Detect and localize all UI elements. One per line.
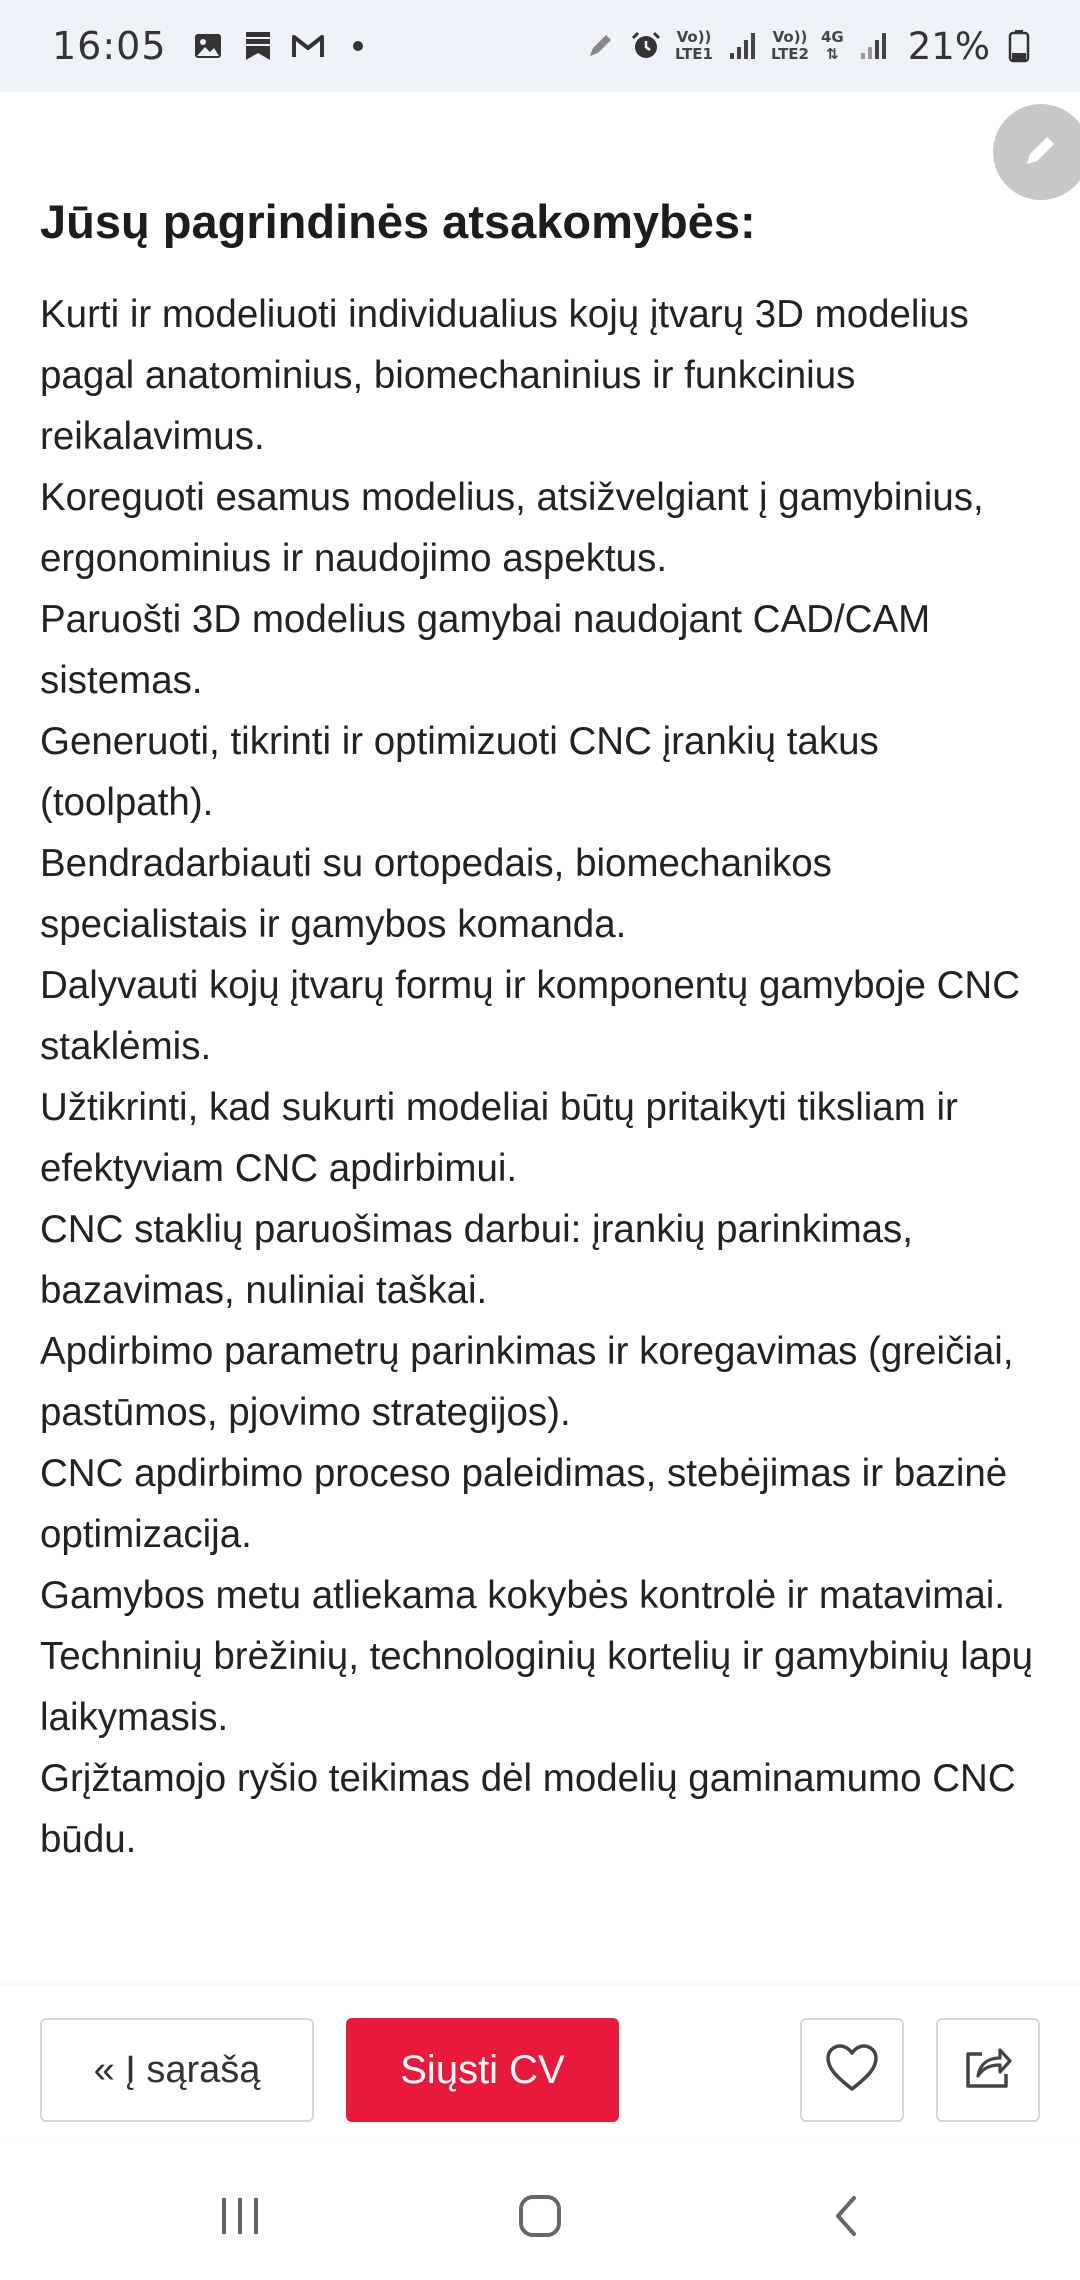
sim1-lte: LTE1 [675, 45, 713, 63]
chevron-left-icon [830, 2194, 860, 2243]
list-item: Techninių brėžinių, technologinių kortelių ir gamybinių lapų laikymasis. [40, 1635, 1034, 1739]
signal-icon [856, 29, 890, 63]
alarm-icon [629, 29, 663, 63]
home-icon [517, 2193, 563, 2244]
list-item: Apdirbimo parametrų parinkimas ir koregavimas (greičiai, pastūmos, pjovimo strategijos). [40, 1330, 1014, 1434]
list-item: Užtikrinti, kad sukurti modeliai būtų pritaikyti tiksliam ir efektyviam CNC apdirbimui. [40, 1086, 958, 1190]
sim1-volte: Vo)) [676, 28, 712, 46]
back-button[interactable] [805, 2178, 885, 2258]
image-icon [191, 29, 225, 63]
sim2-lte: LTE2 [771, 45, 809, 63]
signal-icon [725, 29, 759, 63]
favorite-button[interactable] [800, 2018, 904, 2122]
share-button[interactable] [936, 2018, 1040, 2122]
battery-percent: 21% [907, 24, 990, 68]
system-nav-bar [0, 2150, 1080, 2280]
recent-apps-button[interactable] [200, 2178, 280, 2258]
list-item: Koreguoti esamus modelius, atsižvelgiant į gamybinius, ergonominius ir naudojimo aspektus. [40, 476, 984, 580]
pencil-icon [1021, 130, 1061, 175]
battery-icon [1002, 29, 1036, 63]
data-arrows-icon: ⇅ [826, 45, 839, 63]
pencil-icon [583, 29, 617, 63]
sim2-volte: Vo)) [772, 28, 808, 46]
list-item: Kurti ir modeliuoti individualius kojų įtvarų 3D modelius pagal anatominius, biomechaninius ir funkcinius reikalavimus. [40, 293, 969, 458]
action-bar [0, 1986, 1080, 2136]
bookmark-icon [241, 29, 275, 63]
responsibilities-list [40, 284, 1050, 1870]
back-to-list-button[interactable]: « Į sąrašą [40, 2018, 314, 2122]
list-item: Grįžtamojo ryšio teikimas dėl modelių gaminamumo CNC būdu. [40, 1757, 1016, 1861]
list-item: CNC staklių paruošimas darbui: įrankių parinkimas, bazavimas, nuliniai taškai. [40, 1208, 913, 1312]
list-item: Dalyvauti kojų įtvarų formų ir komponentų gamyboje CNC staklėmis. [40, 964, 1021, 1068]
dot-icon [341, 29, 375, 63]
list-item: Gamybos metu atliekama kokybės kontrolė ir matavimai. [40, 1574, 1006, 1617]
sim1-label [675, 29, 713, 63]
list-item: Generuoti, tikrinti ir optimizuoti CNC įrankių takus (toolpath). [40, 720, 879, 824]
status-bar [0, 0, 1080, 92]
status-time: 16:05 [52, 24, 167, 68]
heart-icon [824, 2043, 880, 2098]
job-description [40, 186, 1050, 1870]
gmail-icon [291, 29, 325, 63]
home-button[interactable] [500, 2178, 580, 2258]
send-cv-button[interactable]: Siųsti CV [346, 2018, 619, 2122]
status-right [583, 25, 1036, 68]
network-type [821, 29, 844, 63]
network-type-label: 4G [821, 28, 844, 46]
responsibilities-title: Jūsų pagrindinės atsakomybės: [40, 195, 756, 248]
list-item: Paruošti 3D modelius gamybai naudojant CAD/CAM sistemas. [40, 598, 931, 702]
share-icon [962, 2044, 1014, 2097]
list-item: CNC apdirbimo proceso paleidimas, stebėjimas ir bazinė optimizacija. [40, 1452, 1008, 1556]
list-item: Bendradarbiauti su ortopedais, biomechanikos specialistais ir gamybos komanda. [40, 842, 832, 946]
status-left [52, 24, 375, 68]
recent-apps-icon [218, 2196, 262, 2241]
sim2-label [771, 29, 809, 63]
